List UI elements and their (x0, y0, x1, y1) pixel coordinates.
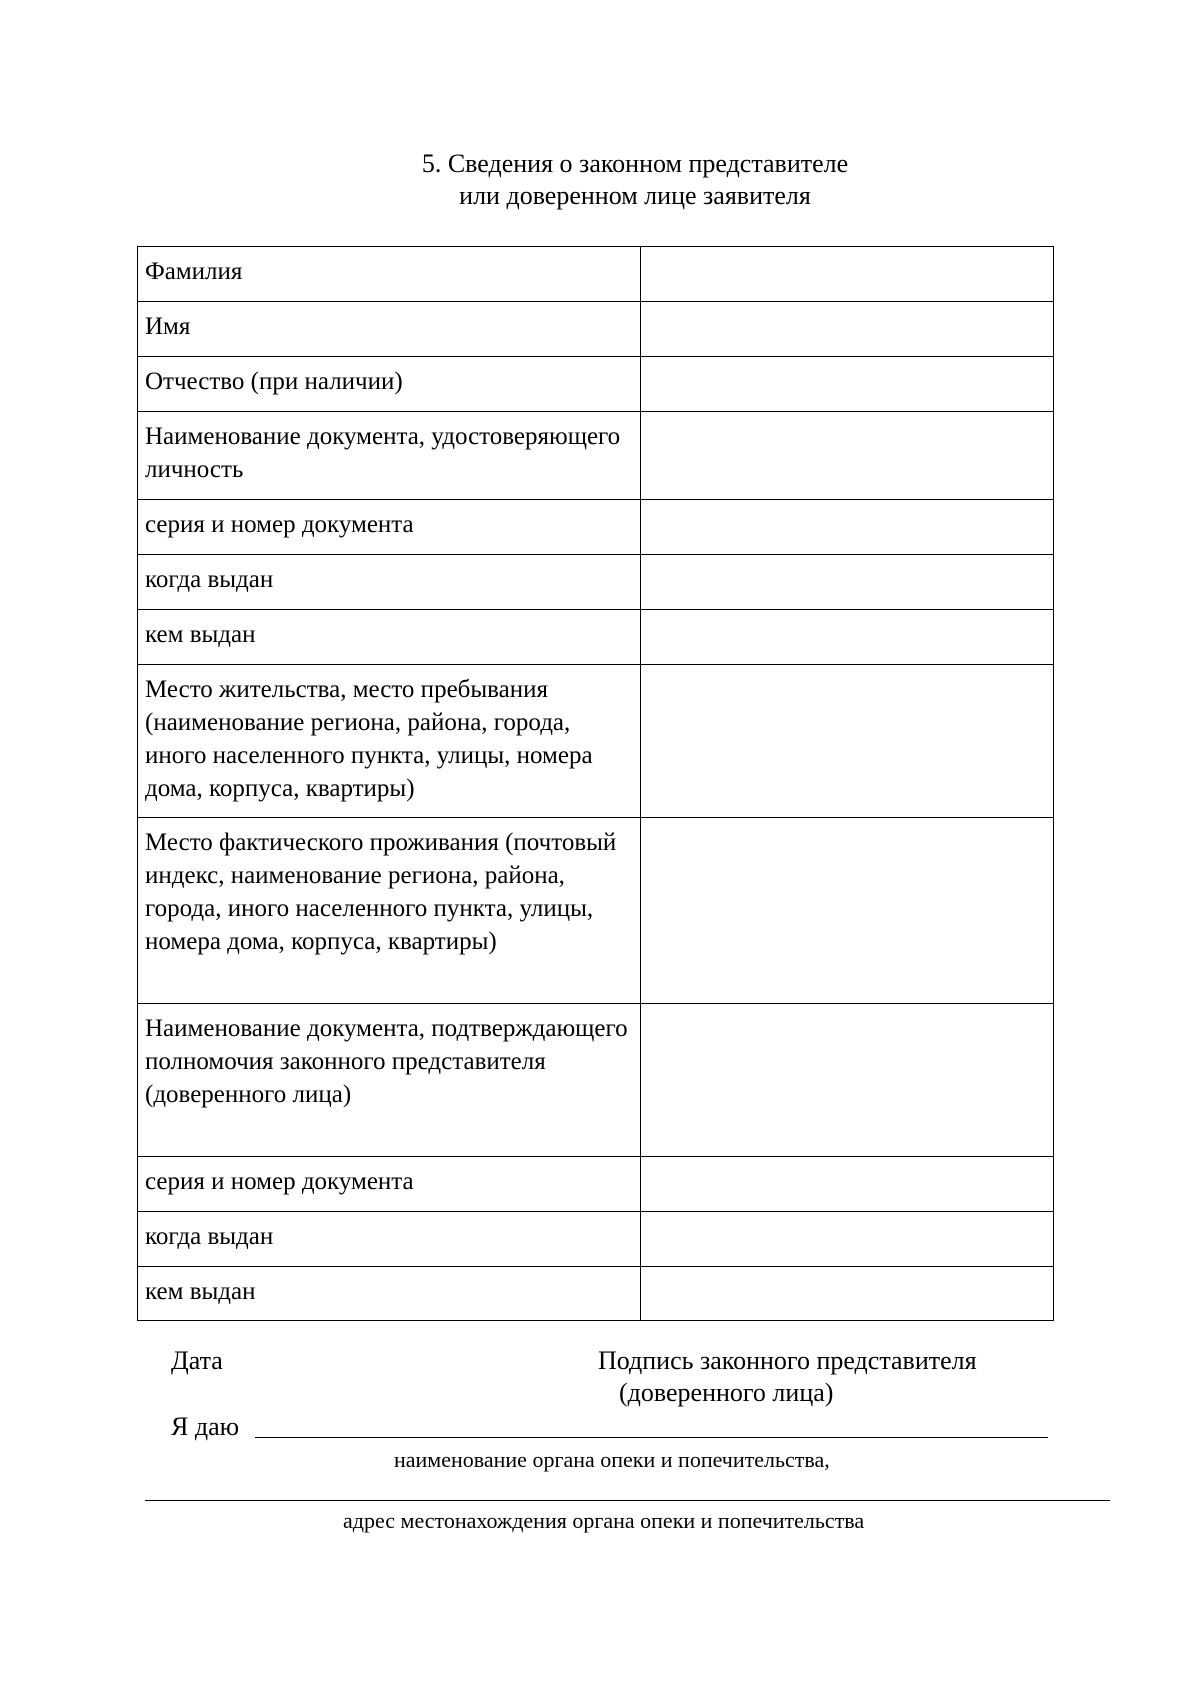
table-row (138, 665, 1054, 818)
guardianship-authority-name-line[interactable] (255, 1437, 1048, 1438)
section-title-line-2: или доверенном лице заявителя (459, 181, 811, 210)
row-label-authority-series-number: серия и номер документа (138, 1157, 641, 1212)
representative-info-table (137, 246, 1054, 1321)
row-value-actual-address[interactable] (640, 818, 1053, 1004)
consent-prefix: Я даю (171, 1412, 240, 1441)
table-row (138, 247, 1054, 302)
date-label: Дата (171, 1346, 223, 1375)
table-row (138, 357, 1054, 412)
signature-sublabel: (доверенного лица) (619, 1378, 834, 1407)
table-row (138, 302, 1054, 357)
row-value-id-document-name[interactable] (640, 412, 1053, 500)
row-label-authority-issuer: кем выдан (138, 1267, 641, 1321)
row-label-authority-document-name: Наименование документа, подтверждающего полномочия законного представителя (доверенного лица) (138, 1004, 641, 1157)
row-value-residence-address[interactable] (640, 665, 1053, 818)
table-row (138, 412, 1054, 500)
row-value-name[interactable] (640, 302, 1053, 357)
signature-label: Подпись законного представителя (598, 1346, 977, 1375)
section-title-line-1: 5. Сведения о законном представителе (421, 149, 849, 178)
row-label-name: Имя (138, 302, 641, 357)
table-row (138, 555, 1054, 610)
row-value-authority-document-name[interactable] (640, 1004, 1053, 1157)
row-label-id-issue-date: когда выдан (138, 555, 641, 610)
table-row (138, 818, 1054, 1004)
row-value-surname[interactable] (640, 247, 1053, 302)
guardianship-authority-address-caption: адрес местонахождения органа опеки и попечительства (343, 1508, 865, 1533)
row-label-authority-issue-date: когда выдан (138, 1212, 641, 1267)
table-row (138, 1004, 1054, 1157)
row-label-id-series-number: серия и номер документа (138, 500, 641, 555)
table-row (138, 1157, 1054, 1212)
section-title (0, 148, 1200, 212)
row-value-id-issue-date[interactable] (640, 555, 1053, 610)
row-label-residence-address: Место жительства, место пребывания (наименование региона, района, города, иного населенного пункта, улицы, номера дома, корпуса, квартиры) (138, 665, 641, 818)
row-value-authority-issue-date[interactable] (640, 1212, 1053, 1267)
row-label-patronymic: Отчество (при наличии) (138, 357, 641, 412)
row-label-id-issuer: кем выдан (138, 610, 641, 665)
row-value-authority-issuer[interactable] (640, 1267, 1053, 1321)
row-value-id-issuer[interactable] (640, 610, 1053, 665)
row-value-id-series-number[interactable] (640, 500, 1053, 555)
row-value-authority-series-number[interactable] (640, 1157, 1053, 1212)
row-label-actual-address: Место фактического проживания (почтовый индекс, наименование региона, района, города, иного населенного пункта, улицы, номера дома, корпуса, квартиры) (138, 818, 641, 1004)
row-label-surname: Фамилия (138, 247, 641, 302)
table-row (138, 610, 1054, 665)
guardianship-authority-name-caption: наименование органа опеки и попечительства, (394, 1447, 830, 1472)
table-row (138, 1267, 1054, 1321)
table-row (138, 500, 1054, 555)
row-value-patronymic[interactable] (640, 357, 1053, 412)
guardianship-authority-address-line[interactable] (145, 1500, 1110, 1501)
row-label-id-document-name: Наименование документа, удостоверяющего личность (138, 412, 641, 500)
table-row (138, 1212, 1054, 1267)
